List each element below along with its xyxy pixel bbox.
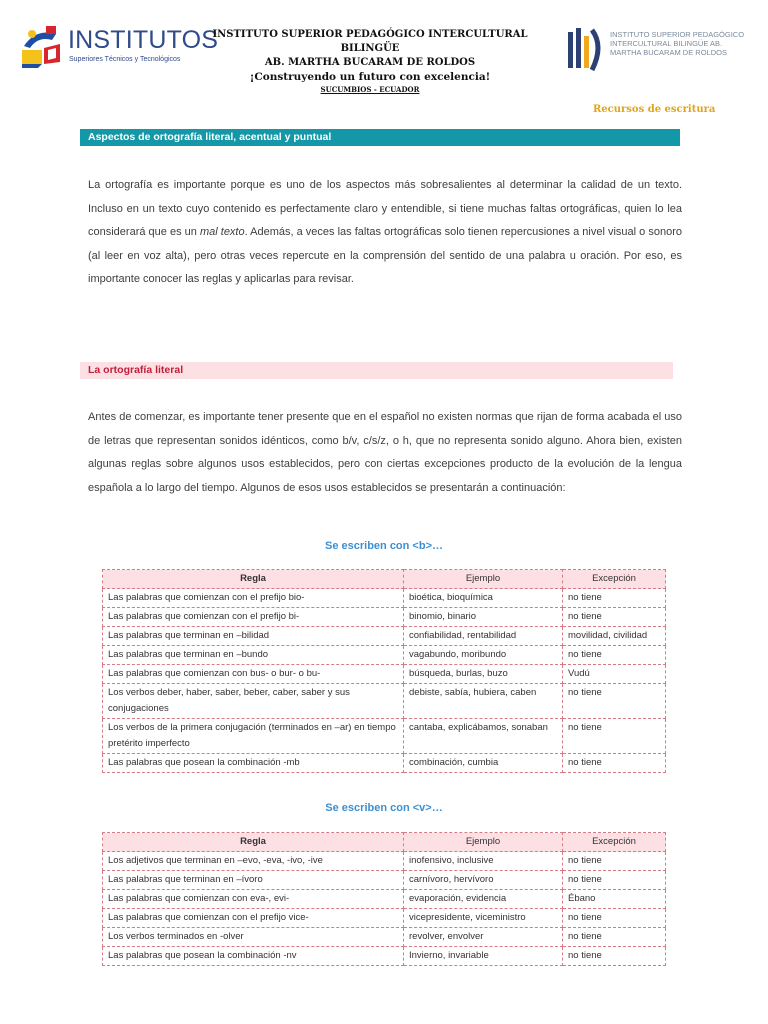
cell-excepcion: no tiene <box>563 754 666 773</box>
cell-ejemplo: bioética, bioquímica <box>404 589 563 608</box>
cell-ejemplo: combinación, cumbia <box>404 754 563 773</box>
cell-ejemplo: debiste, sabía, hubiera, caben <box>404 684 563 719</box>
institutos-emblem-icon <box>18 24 64 68</box>
cell-ejemplo: vagabundo, moribundo <box>404 646 563 665</box>
cell-excepcion: no tiene <box>563 646 666 665</box>
cell-excepcion: no tiene <box>563 608 666 627</box>
table-row <box>103 719 666 754</box>
cell-ejemplo: inofensivo, inclusive <box>404 852 563 871</box>
intro-paragraph <box>88 174 682 292</box>
cell-regla: Las palabras que comienzan con eva-, evi- <box>103 890 404 909</box>
cell-regla: Las palabras que comienzan con bus- o bur- o bu- <box>103 665 404 684</box>
institution-heading <box>190 28 550 95</box>
section-title-aspectos: Aspectos de ortografía literal, acentual y puntual <box>80 129 680 146</box>
header-ejemplo: Ejemplo <box>404 570 563 589</box>
brand-subtitle: Superiores Técnicos y Tecnológicos <box>69 56 181 63</box>
cell-regla: Las palabras que terminan en –ívoro <box>103 871 404 890</box>
brand-name: INSTITUTOS <box>68 26 219 54</box>
table-row <box>103 947 666 966</box>
table-row <box>103 871 666 890</box>
cell-ejemplo: binomio, binario <box>404 608 563 627</box>
header-regla: Regla <box>103 570 404 589</box>
table-v <box>102 832 666 966</box>
cell-excepcion: no tiene <box>563 684 666 719</box>
intro-emphasis: mal texto <box>199 226 245 239</box>
table-row <box>103 627 666 646</box>
cell-ejemplo: Invierno, invariable <box>404 947 563 966</box>
cell-regla: Las palabras que terminan en –bundo <box>103 646 404 665</box>
cell-regla: Los verbos de la primera conjugación (terminados en –ar) en tiempo pretérito imperfecto <box>103 719 404 754</box>
table-v-title: Se escriben con <v>… <box>325 802 443 814</box>
cell-regla: Las palabras que comienzan con el prefijo bio- <box>103 589 404 608</box>
cell-excepcion: no tiene <box>563 871 666 890</box>
cell-regla: Las palabras que terminan en –bilidad <box>103 627 404 646</box>
cell-regla: Los verbos terminados en -olver <box>103 928 404 947</box>
intro-text-after: . Además, a veces las faltas ortográficas solo tienen repercusiones a nivel visual o sonoro (al leer en voz alta), pero otras veces repercute en la comprensión del sentido de una palabra u oración. Por eso, es importante conocer las reglas y aplicarlas para revisar. <box>88 226 682 286</box>
cell-ejemplo: carnívoro, hervívoro <box>404 871 563 890</box>
cell-regla: Las palabras que comienzan con el prefijo bi- <box>103 608 404 627</box>
table-b-title: Se escriben con <b>… <box>325 540 443 552</box>
cell-ejemplo: vicepresidente, viceministro <box>404 909 563 928</box>
table-row <box>103 646 666 665</box>
cell-regla: Los adjetivos que terminan en –evo, -eva, -ivo, -ive <box>103 852 404 871</box>
table-row <box>103 754 666 773</box>
cell-ejemplo: cantaba, explicábamos, sonaban <box>404 719 563 754</box>
table-row <box>103 909 666 928</box>
institutos-logo <box>18 22 219 72</box>
ispib-mark-icon <box>566 26 604 74</box>
cell-excepcion: no tiene <box>563 928 666 947</box>
cell-excepcion: Vudú <box>563 665 666 684</box>
cell-regla: Las palabras que posean la combinación -nv <box>103 947 404 966</box>
cell-ejemplo: búsqueda, burlas, buzo <box>404 665 563 684</box>
header-excepcion: Excepción <box>563 570 666 589</box>
table-b <box>102 569 666 773</box>
header-excepcion: Excepción <box>563 833 666 852</box>
table-row <box>103 928 666 947</box>
cell-ejemplo: evaporación, evidencia <box>404 890 563 909</box>
table-row <box>103 852 666 871</box>
resources-label: Recursos de escritura <box>593 104 716 115</box>
cell-ejemplo: revolver, envolver <box>404 928 563 947</box>
table-header-row <box>103 570 666 589</box>
ispib-logo-text: INSTITUTO SUPERIOR PEDAGÓGICO INTERCULTURAL BILINGÜE AB. MARTHA BUCARAM DE ROLDOS <box>610 30 745 57</box>
cell-excepcion: Ébano <box>563 890 666 909</box>
cell-regla: Las palabras que comienzan con el prefijo vice- <box>103 909 404 928</box>
header-regla: Regla <box>103 833 404 852</box>
section-title-ortografia-literal: La ortografía literal <box>80 362 673 379</box>
literal-paragraph: Antes de comenzar, es importante tener presente que en el español no existen normas que rijan de forma acabada el uso de letras que representan sonidos idénticos, como b/v, c/s/z, o h, que no representa sonido alguno. Ahora bien, existen algunas reglas sobre algunos usos establecidos, pero con ciertas excepciones producto de la evolución de la lengua española a lo largo del tiempo. Algunos de esos usos establecidos se presentarán a continuación: <box>88 411 682 494</box>
table-row <box>103 589 666 608</box>
cell-excepcion: no tiene <box>563 852 666 871</box>
ispib-logo <box>566 26 746 74</box>
institution-name: INSTITUTO SUPERIOR PEDAGÓGICO INTERCULTURAL BILINGÜE <box>212 29 528 54</box>
institution-patron: AB. MARTHA BUCARAM DE ROLDOS <box>264 57 476 68</box>
intro-text-before: La ortografía es importante porque es uno de los aspectos más sobresalientes al determinar la calidad de un texto. Incluso en un texto cuyo contenido es perfectamente claro y entendible, si tiene muchas faltas ortográficas, quien lo lea considerará que es un <box>88 179 682 239</box>
cell-regla: Los verbos deber, haber, saber, beber, caber, saber y sus conjugaciones <box>103 684 404 719</box>
cell-ejemplo: confiabilidad, rentabilidad <box>404 627 563 646</box>
table-row <box>103 890 666 909</box>
cell-excepcion: no tiene <box>563 719 666 754</box>
header-ejemplo: Ejemplo <box>404 833 563 852</box>
cell-excepcion: no tiene <box>563 589 666 608</box>
cell-excepcion: no tiene <box>563 947 666 966</box>
table-row <box>103 665 666 684</box>
table-row <box>103 608 666 627</box>
table-header-row <box>103 833 666 852</box>
table-row <box>103 684 666 719</box>
institution-location: SUCUMBIOS - ECUADOR <box>320 85 420 94</box>
cell-excepcion: movilidad, civilidad <box>563 627 666 646</box>
cell-excepcion: no tiene <box>563 909 666 928</box>
institution-motto: ¡Construyendo un futuro con excelencia! <box>249 71 491 83</box>
document-header <box>0 0 768 100</box>
cell-regla: Las palabras que posean la combinación -mb <box>103 754 404 773</box>
